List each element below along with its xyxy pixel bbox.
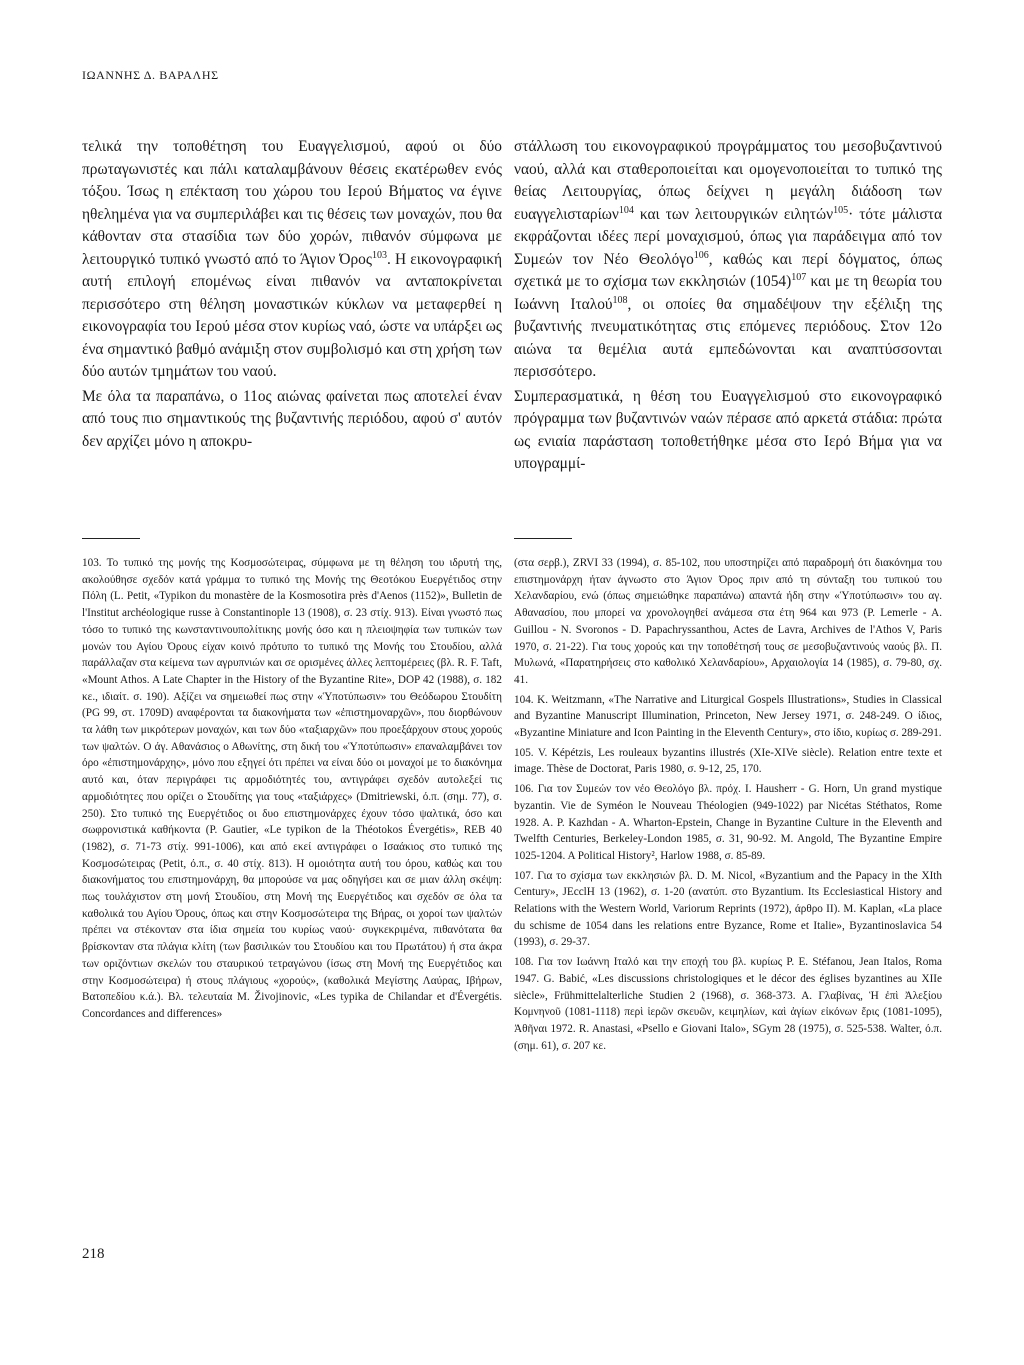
paragraph-text: και των λειτουργικών ειλητών xyxy=(633,205,834,223)
footnote-rule-right xyxy=(514,538,572,539)
footnote-104: 104. K. Weitzmann, «The Narrative and Liturgical Gospels Illustrations», Studies in Classical and Byzantine Manuscript Illumination, Princeton, New Jersey 1971, σ. 248-249. Ο ίδιος, «Byzantine Miniature and Icon Painting in the Eleventh Century», στο ίδιο, κυρίως σ. 289-291. xyxy=(514,693,942,740)
footnote-ref-107: 107 xyxy=(791,271,807,283)
paragraph-text: και με τη θεωρία του Ιωάννη Ιταλού xyxy=(514,273,942,313)
paragraph-text: · τότε μάλιστα εκφράζονται ιδέες περί μοναχισμού, όπως για παράδειγμα από τον Συμεών τον Νέο Θεολόγο xyxy=(514,205,943,268)
body-column-right xyxy=(514,136,942,476)
paragraph xyxy=(82,136,502,384)
footnote-ref-104: 104 xyxy=(618,204,634,216)
paragraph-text: , οι οποίες θα σημαδέψουν την εξέλιξη της βυζαντινής πνευματικότητας στις επόμενες περιόδους. Στον 12ο αιώνα τα θεμέλια αυτά εμπεδώνονται και αναπτύσσονται περισσότερο. xyxy=(514,295,942,380)
body-column-left xyxy=(82,136,502,453)
footnote-106: 106. Για τον Συμεών τον νέο Θεολόγο βλ. πρόχ. I. Hausherr - G. Horn, Un grand mystique byzantin. Vie de Syméon le Nouveau Théologien (949-1022) par Nicétas Stéthatos, Rome 1928. A. P. Kazhdan - A. Wharton-Epstein, Change in Byzantine Culture in the Eleventh and Twelfth Centuries, Berkeley-London 1985, σ. 31, 90-92. M. Angold, The Byzantine Empire 1025-1204. A Political History², Harlow 1988, σ. 85-89. xyxy=(514,783,942,862)
paragraph-text: τελικά την τοποθέτηση του Ευαγγελισμού, αφού οι δύο πρωταγωνιστές και πάλι καταλαμβάνουν θέσεις εκατέρωθεν ενός τόξου. Ίσως η επέκταση του χώρου του Ιερού Βήματος να έγινε ηθελημένα για να συμπεριλάβει και τις θέσεις των μοναχών, που θα κάθονταν στα στασίδια των δύο χορών, πιθανόν σύμφωνα με λειτουργικό τυπικό γνωστό από το Άγιον Όρος xyxy=(82,138,502,268)
footnote-103-continued: (στα σερβ.), ZRVI 33 (1994), σ. 85-102, που υποστηρίζει από παραδρομή ότι διακόνημα του επιστημονάρχη ήταν άγνωστο στο Άγιον Όρος πριν από τη σύνταξη του τυπικού του Χελανδαρίου, ενώ (όπως σημειώθηκε παραπάνω) απαντά ήδη στην «Ὑποτύπωσιν» του αγ. Αθανασίου, που μπορεί να χρονολογηθεί ανάμεσα στα έτη 964 και 973 (P. Lemerle - A. Guillou - N. Svoronos - D. Papachryssanthou, Actes de Lavra, Archives de l'Athos V, Paris 1970, σ. 21-22). Για τους χορούς και την τοποθέτησή τους σε μεσοβυζαντινούς ναούς βλ. Π. Μυλωνά, «Παρατηρήσεις στο καθολικό Χελανδαρίου», Αρχαιολογία 14 (1985), σ. 79-80, σχ. 41. xyxy=(514,557,942,686)
footnotes-right xyxy=(514,555,942,1057)
footnotes-left xyxy=(82,555,502,1026)
footnote-108: 108. Για τον Ιωάννη Ιταλό και την εποχή του βλ. κυρίως P. E. Stéfanou, Jean Italos, Roma 1947. G. Babić, «Les discussions christologiques et le décor des églises byzantines au XIIe siècle», Frühmittelalterliche Studien 2 (1968), σ. 368-373. Α. Γλαβίνας, Ἡ ἐπὶ Ἀλεξίου Κομνηνοῦ (1081-1118) περὶ ἱερῶν σκευῶν, κειμηλίων, καὶ ἁγίων εἰκόνων ἔρις (1081-1095), Ἀθῆναι 1972. R. Anastasi, «Psello e Giovani Italo», SGym 28 (1975), σ. 525-538. Walter, ό.π. (σημ. 61), σ. 207 κε. xyxy=(514,956,942,1052)
paragraph-text: . Η εικονογραφική αυτή επιλογή επομένως είναι πιθανόν να ανταποκρίνεται περισσότερο στη θέληση μοναστικών κύκλων να μεταφερθεί η εικονογραφία του Ιερού μέσα στον κυρίως ναό, ώστε να υπάρξει ως ένα σημαντικό βαθμό ανάμιξη στον συμβολισμό και στη χρήση των δύο αυτών τμημάτων του ναού. xyxy=(82,250,502,380)
footnote-ref-105: 105 xyxy=(833,204,849,216)
paragraph-text: , καθώς και περί δόγματος, όπως σχετικά με το σχίσμα των εκκλησιών (1054) xyxy=(514,250,942,290)
footnote-107: 107. Για το σχίσμα των εκκλησιών βλ. D. M. Nicol, «Byzantium and the Papacy in the XIth Century», JEcclH 13 (1962), σ. 1-20 (ανατύπ. στο Byzantium. Its Ecclesiastical History and Relations with the Western World, Variorum Reprints (1972), άρθρο II). M. Kaplan, «La place du schisme de 1054 dans les relations entre Byzance, Rome et Italie», Byzantinoslavica 54 (1993), σ. 29-37. xyxy=(514,869,942,949)
footnote-103: 103. Το τυπικό της μονής της Κοσμοσώτειρας, σύμφωνα με τη θέληση του ιδρυτή της, ακολούθησε σχεδόν κατά γράμμα το τυπικό της Μονής της Θεοτόκου Ευεργέτιδος στην Πόλη (L. Petit, «Typikon du monastère de la Kosmosotira près d'Aenos (1152)», Bulletin de l'Institut archéologique russe à Constantinople 13 (1908), σ. 23 στίχ. 913). Είναι γνωστό πως τόσο το τυπικό της κωνσταντινουπολίτικης μονής όσο και η πλειοψηφία των τυπικών των μονών του Αγίου Όρους είχαν κοινό πρότυπο το τυπικό της Μονής του Στουδίου, αλλά παράλλαζαν στα κείμενα των αγρυπνιών και σε ορισμένες άλλες λεπτομέρειες (βλ. R. F. Taft, «Mount Athos. A Late Chapter in the History of the Byzantine Rite», DOP 42 (1988), σ. 182 κε., ιδιαίτ. σ. 190). Αξίζει να σημειωθεί πως στην «Ὑποτύπωσιν» του Θεόδωρου Στουδίτη (PG 99, στ. 1709D) αναφέρονται τα διακονήματα των «ἐπιστημοναρχῶν», που διορθώνουν τα λάθη των μικρότερων μοναχών, και των δύο «ταξιαρχῶν» που προεξάρχουν στους χορούς των ψαλτών. Ο άγ. Αθανάσιος ο Αθωνίτης, στη δική του «Ὑποτύπωσιν» επαναλαμβάνει τον όρο «ἐπιστημονάρχης», μόνο που εξηγεί ότι πρέπει να είναι δύο οι μοναχοί με το διακόνημα αυτό και, όταν περιγράφει τις αρμοδιότητές του, αντιγράφει σχεδόν αυτολεξεί τις αρμοδιότητες που ορίζει ο Στουδίτης για τους «ταξιάρχες» (Dmitriewski, ό.π. (σημ. 77), σ. 250). Στο τυπικό της Ευεργέτιδος οι δυο επιστημονάρχες έχουν τόσο ψαλτικά, όσο και σωφρονιστικά καθήκοντα (P. Gautier, «Le typikon de la Théotokos Évergétis», REB 40 (1982), σ. 71-73 στίχ. 991-1006), και από εκεί αντιγράφει ο Ισαάκιος στο τυπικό της Κοσμοσώτειρας (Petit, ό.π., σ. 40 στίχ. 813). Η ομοιότητα αυτή του όρου, καθώς και του διακονήματος του επιστημονάρχη, θα μπορούσε να μας οδηγήσει και σε μιαν άλλη σκέψη: πως τουλάχιστον στη μονή Στουδίου, στη Μονή της Ευεργέτιδος και σχεδόν σε όλα τα καθολικά του Αγίου Όρους, όπως και στην Κοσμοσώτειρα της Βήρας, οι χοροί των ψαλτών πρέπει να στέκονταν στα ίδια σημεία του κυρίως ναού· συγκεκριμένα, πιθανότατα θα βρίσκονταν στα πλάγια κλίτη (των βασιλικών του Στουδίου και του Πρωτάτου) ή στα άκρα των οριζόντιων σκελών του σταυρικού τετραγώνου (ίσως στη Μονή της Ευεργέτιδος και στην Κοσμοσώτειρα) ή στους πλάγιους «χορούς», (καθολικά Μεγίστης Λαύρας, Ιβήρων, Βατοπεδίου κ.ά.). Βλ. τελευταία M. Živojinovic, «Les typika de Chilandar et d'Évergétis. Concordances and differences» xyxy=(82,557,502,1020)
paragraph: Συμπερασματικά, η θέση του Ευαγγελισμού στο εικονογραφικό πρόγραμμα των βυζαντινών ναών πέρασε από αρκετά στάδια: πρώτα ως ενιαία παράσταση τοποθετήθηκε μέσα στο Ιερό Βήμα για να υπογραμμί- xyxy=(514,387,942,472)
footnote-rule-left xyxy=(82,538,140,539)
paragraph-text: στάλλωση του εικονογραφικού προγράμματος του μεσοβυζαντινού ναού, αλλά και σταθεροποιείται και ομογενοποιείται το τυπικό της θείας Λειτουργίας, όπως δείχνει η μεγάλη διάδοση των ευαγγελισταρίων xyxy=(514,138,942,223)
page-number: 218 xyxy=(82,1246,105,1262)
paragraph: Με όλα τα παραπάνω, ο 11ος αιώνας φαίνεται πως αποτελεί έναν από τους πιο σημαντικούς της βυζαντινής περιόδου, αφού σ' αυτόν δεν αρχίζει μόνο η αποκρυ- xyxy=(82,387,502,450)
footnote-ref-103: 103 xyxy=(371,249,387,261)
running-head: ΙΩΑΝΝΗΣ Δ. ΒΑΡΑΛΗΣ xyxy=(82,68,219,82)
footnote-ref-108: 108 xyxy=(612,294,628,306)
footnote-105: 105. V. Képétzis, Les rouleaux byzantins illustrés (XIe-XIVe siècle). Relation entre texte et image. Thèse de Doctorat, Paris 1980, σ. 9-12, 25, 170. xyxy=(514,746,942,776)
footnote-ref-106: 106 xyxy=(693,249,709,261)
paragraph xyxy=(514,136,942,384)
